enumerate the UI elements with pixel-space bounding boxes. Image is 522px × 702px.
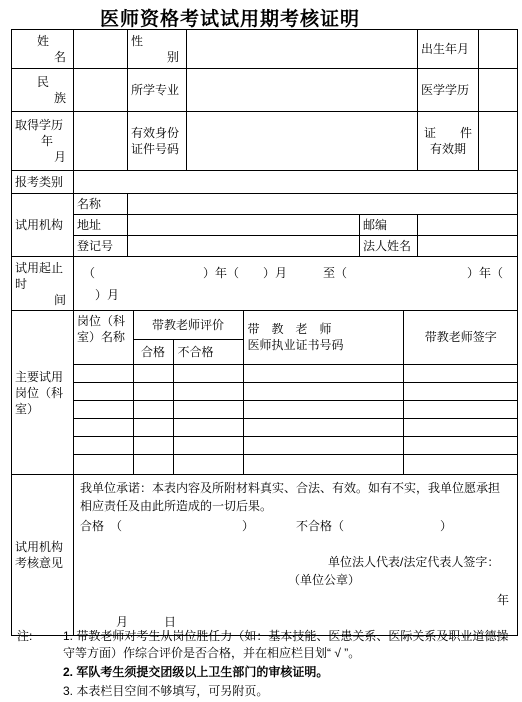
post-name-cell[interactable]: [74, 382, 133, 400]
qualification-label-line3: 月: [53, 150, 66, 164]
validity-label-line1: 证 件: [423, 126, 472, 140]
gender-label-top: 性: [131, 34, 144, 48]
legal-signature-label: 单位法人代表/法定代表人签字：: [328, 555, 500, 569]
legal-person-label: 法人姓名: [360, 236, 418, 257]
qualification-label-line2: 年: [41, 134, 54, 148]
row-period: [12, 257, 518, 311]
pass-cell[interactable]: [133, 454, 173, 474]
birth-cell: [418, 30, 518, 69]
note-item-3: 3. 本表栏目空间不够填写，可另附页。: [63, 684, 269, 698]
institution-name-label: 名称: [74, 194, 128, 215]
sign-cell[interactable]: [403, 454, 517, 474]
date-year: 年: [496, 593, 509, 607]
cert-cell[interactable]: [243, 400, 403, 418]
fail-header: 不合格: [173, 339, 243, 364]
row-main-post: [12, 311, 518, 475]
pass-header: 合格: [133, 339, 173, 364]
category-label: 报考类别: [12, 171, 74, 194]
opinion-field[interactable]: [74, 475, 518, 636]
sign-cell[interactable]: [403, 382, 517, 400]
main-post-cell: [74, 311, 518, 475]
post-name-cell[interactable]: [74, 400, 133, 418]
note-item-1: 1. 带教老师对考生从岗位胜任力（如：基本技能、医患关系、医际关系及职业道德操守等方面）作综合评价是否合格，并在相应栏目划“ √ ”。: [63, 629, 509, 660]
period-label-line1: 试用起止: [15, 260, 64, 275]
fail-cell[interactable]: [173, 418, 243, 436]
pass-cell[interactable]: [133, 400, 173, 418]
period-label-cell: [12, 257, 74, 311]
main-post-label: 主要试用岗位（科室）: [12, 311, 74, 475]
institution-label: 试用机构: [12, 194, 74, 257]
teacher-cert-header: [243, 311, 403, 364]
birth-label: 出生年月: [418, 30, 479, 68]
cert-cell[interactable]: [243, 454, 403, 474]
major-field[interactable]: [187, 69, 418, 112]
institution-address-label: 地址: [74, 215, 128, 236]
institution-name-field[interactable]: [128, 194, 518, 215]
ethnic-label-top: 民: [37, 75, 50, 89]
post-name-cell[interactable]: [74, 418, 133, 436]
institution-address-field[interactable]: [128, 215, 360, 236]
pass-cell[interactable]: [133, 382, 173, 400]
registration-label: 登记号: [74, 236, 128, 257]
id-label-line2: 证件号码: [131, 142, 180, 156]
notes-label: 注:: [17, 629, 33, 643]
post-name-cell[interactable]: [74, 364, 133, 382]
seal-label: （单位公章）: [288, 573, 361, 587]
pass-cell[interactable]: [133, 418, 173, 436]
birth-field[interactable]: [479, 30, 518, 68]
fail-cell[interactable]: [173, 454, 243, 474]
degree-label: 医学学历: [418, 69, 479, 111]
ethnic-label-bottom: 族: [53, 91, 66, 105]
gender-label-cell: [128, 30, 187, 69]
name-label-bottom: 名: [53, 50, 66, 64]
cert-cell[interactable]: [243, 382, 403, 400]
registration-field[interactable]: [128, 236, 360, 257]
row-qualification: [12, 112, 518, 171]
post-evaluation-table: [74, 311, 518, 474]
validity-label: [418, 112, 479, 170]
id-label-line1: 有效身份: [131, 126, 180, 140]
post-name-cell[interactable]: [74, 454, 133, 474]
qualification-label-cell: [12, 112, 74, 171]
sign-cell[interactable]: [403, 400, 517, 418]
cert-cell[interactable]: [243, 436, 403, 454]
row-opinion: [12, 475, 518, 636]
validity-cell: [418, 112, 518, 171]
name-label-cell: [12, 30, 74, 69]
post-row: [74, 400, 518, 418]
ethnic-field[interactable]: [74, 69, 128, 112]
teacher-sign-header: 带教老师签字: [403, 311, 517, 364]
teacher-cert-header-line1: 带 教 老 师: [247, 322, 332, 337]
fail-cell[interactable]: [173, 382, 243, 400]
period-field[interactable]: [74, 257, 518, 311]
postcode-label: 邮编: [360, 215, 418, 236]
id-field[interactable]: [187, 112, 418, 171]
pass-cell[interactable]: [133, 364, 173, 382]
fail-cell[interactable]: [173, 436, 243, 454]
row-institution-reg: [12, 236, 518, 257]
name-field[interactable]: [74, 30, 128, 69]
post-row: [74, 436, 518, 454]
post-name-header: 岗位（科室）名称: [74, 311, 133, 364]
postcode-field[interactable]: [418, 215, 518, 236]
certificate-form: [11, 29, 518, 636]
form-title: 医师资格考试试用期考核证明: [99, 9, 360, 30]
period-label-line3: 间: [53, 292, 66, 307]
teacher-eval-header: 带教老师评价: [133, 311, 243, 339]
post-row: [74, 382, 518, 400]
sign-cell[interactable]: [403, 418, 517, 436]
row-institution-name: [12, 194, 518, 215]
sign-cell[interactable]: [403, 436, 517, 454]
opinion-fail[interactable]: 不合格（ ）: [296, 519, 453, 533]
cert-cell[interactable]: [243, 364, 403, 382]
row-institution-address: [12, 215, 518, 236]
date-month-day: 月 日: [116, 615, 177, 629]
post-row: [74, 454, 518, 474]
opinion-pass[interactable]: 合格 （ ）: [80, 519, 255, 533]
qualification-label-line1: 取得学历: [15, 118, 64, 132]
qualification-field[interactable]: [74, 112, 128, 171]
validity-field[interactable]: [479, 112, 518, 170]
sign-cell[interactable]: [403, 364, 517, 382]
post-name-cell[interactable]: [74, 436, 133, 454]
teacher-cert-header-line2: 医师执业证书号码: [247, 338, 344, 353]
major-label: 所学专业: [128, 69, 187, 112]
fail-cell[interactable]: [173, 364, 243, 382]
gender-label-bottom: 别: [167, 50, 180, 64]
id-label-cell: [128, 112, 187, 171]
row-ethnic: [12, 69, 518, 112]
period-text-line2: ）月: [83, 287, 120, 302]
period-label-line2: 时: [15, 276, 28, 291]
post-row: [74, 364, 518, 382]
cert-cell[interactable]: [243, 418, 403, 436]
row-name: [12, 30, 518, 69]
name-label-top: 姓: [37, 34, 50, 48]
note-item-2: 2. 军队考生须提交团级以上卫生部门的审核证明。: [63, 665, 329, 679]
legal-person-field[interactable]: [418, 236, 518, 257]
ethnic-label-cell: [12, 69, 74, 112]
degree-cell: [418, 69, 518, 112]
period-text-line1: （ ）年（ ）月 至（ ）年（: [83, 265, 504, 280]
commitment-text: 我单位承诺：本表内容及所附材料真实、合法、有效。如有不实，我单位愿承担相应责任及由此所造成的一切后果。: [80, 481, 501, 513]
category-field[interactable]: [74, 171, 518, 194]
fail-cell[interactable]: [173, 400, 243, 418]
gender-field[interactable]: [187, 30, 418, 69]
row-category: [12, 171, 518, 194]
pass-cell[interactable]: [133, 436, 173, 454]
validity-label-line2: 有效期: [429, 142, 466, 156]
opinion-label: 试用机构考核意见: [12, 475, 74, 636]
degree-field[interactable]: [479, 69, 518, 111]
post-row: [74, 418, 518, 436]
